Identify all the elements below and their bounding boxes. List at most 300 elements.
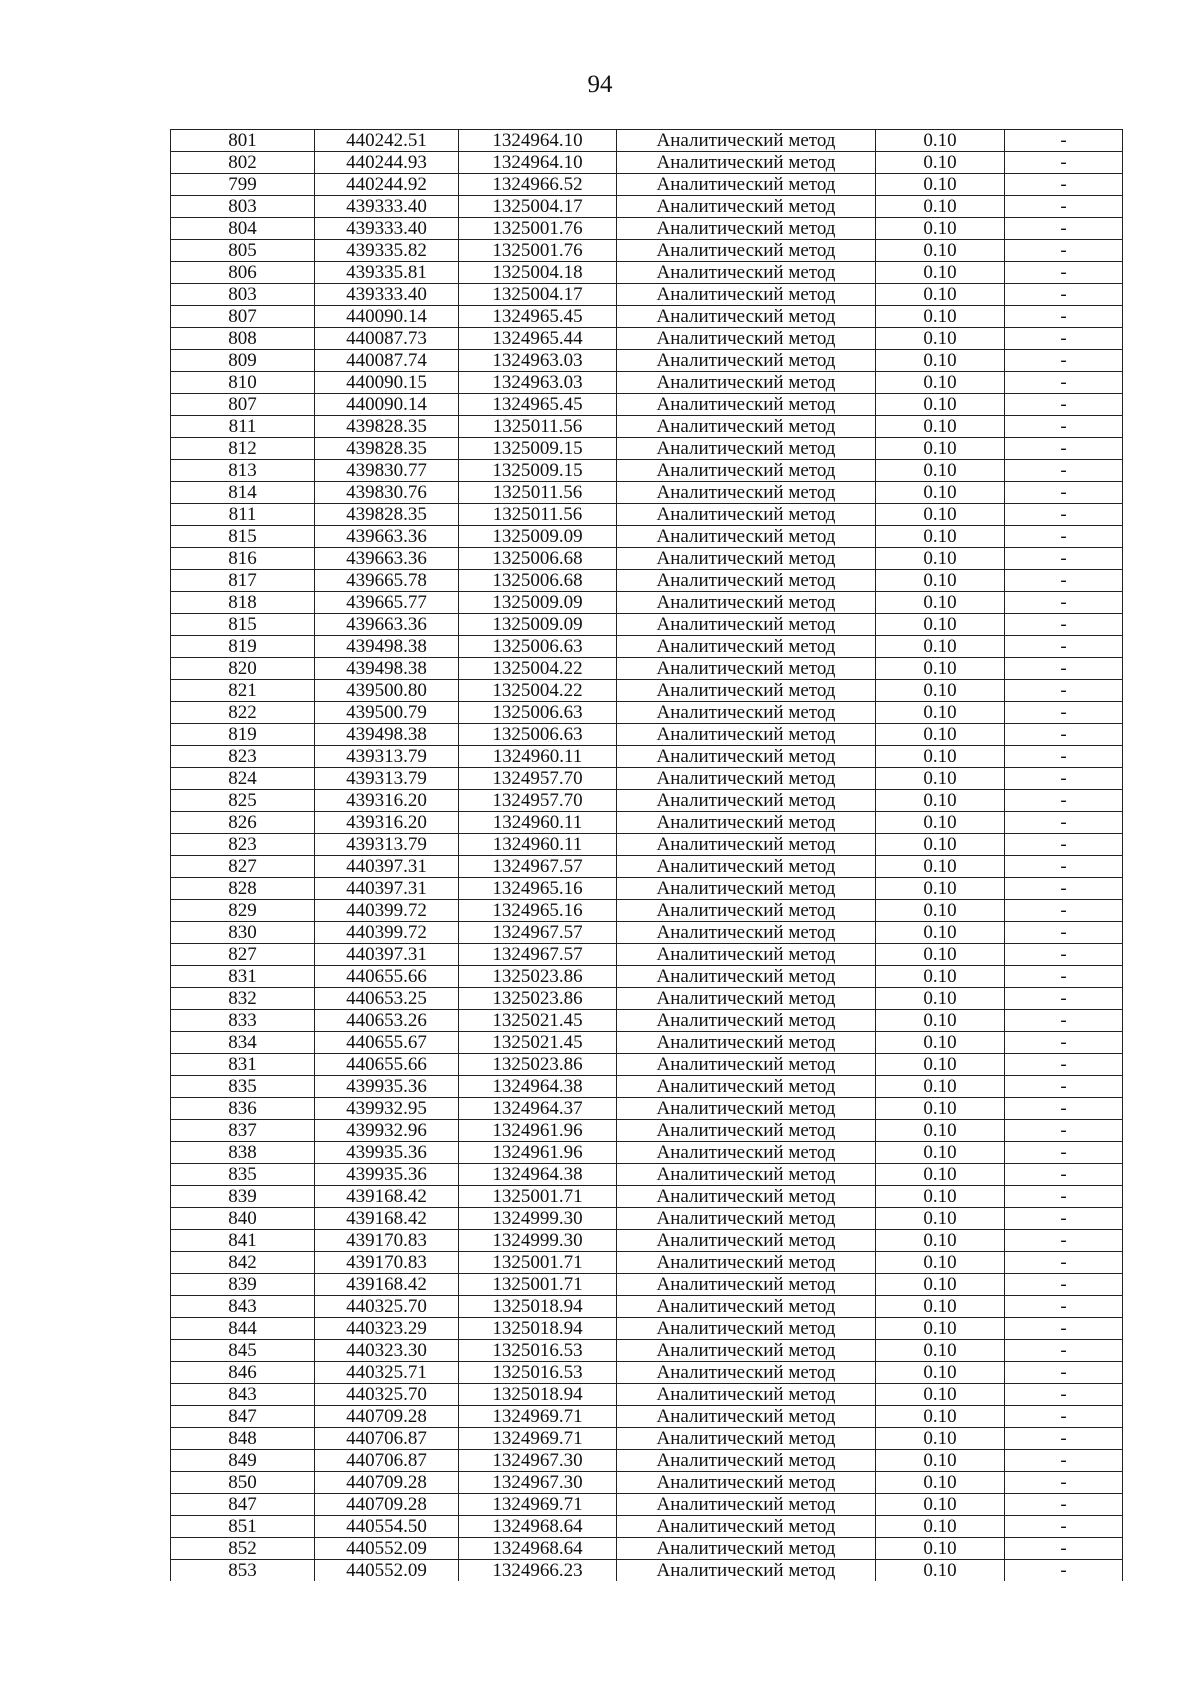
- method-cell: Аналитический метод: [617, 1076, 876, 1098]
- point-number-cell: 840: [171, 1208, 315, 1230]
- x-coordinate-cell: 439335.82: [315, 240, 459, 262]
- method-cell: Аналитический метод: [617, 372, 876, 394]
- point-number-cell: 827: [171, 856, 315, 878]
- note-cell: -: [1005, 1252, 1123, 1274]
- accuracy-cell: 0.10: [876, 1032, 1005, 1054]
- method-cell: Аналитический метод: [617, 1296, 876, 1318]
- x-coordinate-cell: 439665.78: [315, 570, 459, 592]
- table-row: [171, 966, 1123, 988]
- note-cell: -: [1005, 526, 1123, 548]
- method-cell: Аналитический метод: [617, 724, 876, 746]
- x-coordinate-cell: 439663.36: [315, 548, 459, 570]
- table-row: [171, 1516, 1123, 1538]
- note-cell: -: [1005, 240, 1123, 262]
- x-coordinate-cell: 439932.95: [315, 1098, 459, 1120]
- table-row: [171, 1142, 1123, 1164]
- x-coordinate-cell: 439663.36: [315, 526, 459, 548]
- note-cell: -: [1005, 1362, 1123, 1384]
- accuracy-cell: 0.10: [876, 1472, 1005, 1494]
- point-number-cell: 808: [171, 328, 315, 350]
- note-cell: -: [1005, 1230, 1123, 1252]
- accuracy-cell: 0.10: [876, 856, 1005, 878]
- note-cell: -: [1005, 1186, 1123, 1208]
- table-row: [171, 812, 1123, 834]
- x-coordinate-cell: 439313.79: [315, 746, 459, 768]
- x-coordinate-cell: 440325.71: [315, 1362, 459, 1384]
- table-row: [171, 1230, 1123, 1252]
- accuracy-cell: 0.10: [876, 1252, 1005, 1274]
- y-coordinate-cell: 1325004.22: [459, 658, 617, 680]
- table-row: [171, 1252, 1123, 1274]
- x-coordinate-cell: 439830.76: [315, 482, 459, 504]
- note-cell: -: [1005, 438, 1123, 460]
- y-coordinate-cell: 1325001.71: [459, 1274, 617, 1296]
- method-cell: Аналитический метод: [617, 812, 876, 834]
- table-row: [171, 460, 1123, 482]
- table-row: [171, 746, 1123, 768]
- table-row: [171, 900, 1123, 922]
- note-cell: -: [1005, 548, 1123, 570]
- note-cell: -: [1005, 1318, 1123, 1340]
- point-number-cell: 814: [171, 482, 315, 504]
- y-coordinate-cell: 1324967.57: [459, 944, 617, 966]
- note-cell: -: [1005, 1406, 1123, 1428]
- y-coordinate-cell: 1325023.86: [459, 988, 617, 1010]
- x-coordinate-cell: 439665.77: [315, 592, 459, 614]
- x-coordinate-cell: 439333.40: [315, 218, 459, 240]
- note-cell: -: [1005, 658, 1123, 680]
- note-cell: -: [1005, 702, 1123, 724]
- point-number-cell: 833: [171, 1010, 315, 1032]
- point-number-cell: 826: [171, 812, 315, 834]
- accuracy-cell: 0.10: [876, 1362, 1005, 1384]
- note-cell: -: [1005, 1076, 1123, 1098]
- x-coordinate-cell: 440325.70: [315, 1296, 459, 1318]
- x-coordinate-cell: 440709.28: [315, 1472, 459, 1494]
- table-row: [171, 240, 1123, 262]
- note-cell: -: [1005, 922, 1123, 944]
- table-row: [171, 1450, 1123, 1472]
- accuracy-cell: 0.10: [876, 570, 1005, 592]
- point-number-cell: 834: [171, 1032, 315, 1054]
- table-row: [171, 262, 1123, 284]
- point-number-cell: 802: [171, 152, 315, 174]
- note-cell: -: [1005, 1274, 1123, 1296]
- note-cell: -: [1005, 152, 1123, 174]
- method-cell: Аналитический метод: [617, 1164, 876, 1186]
- note-cell: -: [1005, 1560, 1123, 1582]
- x-coordinate-cell: 439170.83: [315, 1252, 459, 1274]
- table-row: [171, 636, 1123, 658]
- y-coordinate-cell: 1325006.68: [459, 548, 617, 570]
- note-cell: -: [1005, 350, 1123, 372]
- note-cell: -: [1005, 1208, 1123, 1230]
- point-number-cell: 839: [171, 1186, 315, 1208]
- point-number-cell: 847: [171, 1494, 315, 1516]
- x-coordinate-cell: 440087.73: [315, 328, 459, 350]
- note-cell: -: [1005, 790, 1123, 812]
- accuracy-cell: 0.10: [876, 1560, 1005, 1582]
- note-cell: -: [1005, 1450, 1123, 1472]
- x-coordinate-cell: 440653.26: [315, 1010, 459, 1032]
- table-row: [171, 1384, 1123, 1406]
- table-row: [171, 372, 1123, 394]
- accuracy-cell: 0.10: [876, 988, 1005, 1010]
- accuracy-cell: 0.10: [876, 152, 1005, 174]
- accuracy-cell: 0.10: [876, 680, 1005, 702]
- table-row: [171, 1538, 1123, 1560]
- table-row: [171, 526, 1123, 548]
- note-cell: -: [1005, 1384, 1123, 1406]
- method-cell: Аналитический метод: [617, 1494, 876, 1516]
- point-number-cell: 831: [171, 1054, 315, 1076]
- method-cell: Аналитический метод: [617, 350, 876, 372]
- y-coordinate-cell: 1324960.11: [459, 812, 617, 834]
- y-coordinate-cell: 1325009.09: [459, 526, 617, 548]
- y-coordinate-cell: 1325009.15: [459, 460, 617, 482]
- y-coordinate-cell: 1325004.17: [459, 196, 617, 218]
- x-coordinate-cell: 439498.38: [315, 636, 459, 658]
- accuracy-cell: 0.10: [876, 900, 1005, 922]
- y-coordinate-cell: 1324964.38: [459, 1076, 617, 1098]
- point-number-cell: 850: [171, 1472, 315, 1494]
- x-coordinate-cell: 439498.38: [315, 724, 459, 746]
- accuracy-cell: 0.10: [876, 834, 1005, 856]
- method-cell: Аналитический метод: [617, 1252, 876, 1274]
- point-number-cell: 817: [171, 570, 315, 592]
- y-coordinate-cell: 1324963.03: [459, 372, 617, 394]
- note-cell: -: [1005, 284, 1123, 306]
- method-cell: Аналитический метод: [617, 152, 876, 174]
- accuracy-cell: 0.10: [876, 1450, 1005, 1472]
- y-coordinate-cell: 1325006.63: [459, 724, 617, 746]
- point-number-cell: 843: [171, 1384, 315, 1406]
- note-cell: -: [1005, 636, 1123, 658]
- x-coordinate-cell: 440090.14: [315, 306, 459, 328]
- accuracy-cell: 0.10: [876, 350, 1005, 372]
- note-cell: -: [1005, 394, 1123, 416]
- method-cell: Аналитический метод: [617, 218, 876, 240]
- table-row: [171, 328, 1123, 350]
- table-row: [171, 482, 1123, 504]
- y-coordinate-cell: 1325006.68: [459, 570, 617, 592]
- method-cell: Аналитический метод: [617, 1428, 876, 1450]
- note-cell: -: [1005, 1516, 1123, 1538]
- table-row: [171, 1428, 1123, 1450]
- table-row: [171, 1186, 1123, 1208]
- y-coordinate-cell: 1325001.76: [459, 240, 617, 262]
- accuracy-cell: 0.10: [876, 262, 1005, 284]
- point-number-cell: 803: [171, 196, 315, 218]
- table-row: [171, 1010, 1123, 1032]
- table-row: [171, 548, 1123, 570]
- y-coordinate-cell: 1325009.15: [459, 438, 617, 460]
- x-coordinate-cell: 439335.81: [315, 262, 459, 284]
- x-coordinate-cell: 440653.25: [315, 988, 459, 1010]
- x-coordinate-cell: 440554.50: [315, 1516, 459, 1538]
- y-coordinate-cell: 1324957.70: [459, 768, 617, 790]
- note-cell: -: [1005, 460, 1123, 482]
- method-cell: Аналитический метод: [617, 526, 876, 548]
- y-coordinate-cell: 1324999.30: [459, 1208, 617, 1230]
- accuracy-cell: 0.10: [876, 1318, 1005, 1340]
- method-cell: Аналитический метод: [617, 834, 876, 856]
- table-row: [171, 504, 1123, 526]
- method-cell: Аналитический метод: [617, 614, 876, 636]
- point-number-cell: 851: [171, 1516, 315, 1538]
- accuracy-cell: 0.10: [876, 196, 1005, 218]
- point-number-cell: 844: [171, 1318, 315, 1340]
- method-cell: Аналитический метод: [617, 1318, 876, 1340]
- y-coordinate-cell: 1324961.96: [459, 1142, 617, 1164]
- note-cell: -: [1005, 680, 1123, 702]
- y-coordinate-cell: 1325023.86: [459, 966, 617, 988]
- x-coordinate-cell: 439316.20: [315, 790, 459, 812]
- method-cell: Аналитический метод: [617, 856, 876, 878]
- point-number-cell: 832: [171, 988, 315, 1010]
- accuracy-cell: 0.10: [876, 460, 1005, 482]
- point-number-cell: 852: [171, 1538, 315, 1560]
- note-cell: -: [1005, 988, 1123, 1010]
- x-coordinate-cell: 440706.87: [315, 1450, 459, 1472]
- method-cell: Аналитический метод: [617, 966, 876, 988]
- accuracy-cell: 0.10: [876, 1296, 1005, 1318]
- y-coordinate-cell: 1324963.03: [459, 350, 617, 372]
- note-cell: -: [1005, 1032, 1123, 1054]
- y-coordinate-cell: 1324960.11: [459, 834, 617, 856]
- y-coordinate-cell: 1325018.94: [459, 1384, 617, 1406]
- method-cell: Аналитический метод: [617, 1098, 876, 1120]
- table-row: [171, 702, 1123, 724]
- note-cell: -: [1005, 944, 1123, 966]
- accuracy-cell: 0.10: [876, 1384, 1005, 1406]
- y-coordinate-cell: 1325004.22: [459, 680, 617, 702]
- table-row: [171, 1098, 1123, 1120]
- point-number-cell: 801: [171, 130, 315, 152]
- method-cell: Аналитический метод: [617, 922, 876, 944]
- y-coordinate-cell: 1325016.53: [459, 1362, 617, 1384]
- note-cell: -: [1005, 1296, 1123, 1318]
- y-coordinate-cell: 1325011.56: [459, 482, 617, 504]
- table-row: [171, 878, 1123, 900]
- point-number-cell: 803: [171, 284, 315, 306]
- method-cell: Аналитический метод: [617, 416, 876, 438]
- table-row: [171, 724, 1123, 746]
- table-row: [171, 570, 1123, 592]
- point-number-cell: 822: [171, 702, 315, 724]
- table-row: [171, 218, 1123, 240]
- x-coordinate-cell: 439316.20: [315, 812, 459, 834]
- note-cell: -: [1005, 482, 1123, 504]
- table-row: [171, 1076, 1123, 1098]
- point-number-cell: 837: [171, 1120, 315, 1142]
- x-coordinate-cell: 439935.36: [315, 1076, 459, 1098]
- x-coordinate-cell: 440655.66: [315, 1054, 459, 1076]
- x-coordinate-cell: 440242.51: [315, 130, 459, 152]
- accuracy-cell: 0.10: [876, 504, 1005, 526]
- table-row: [171, 152, 1123, 174]
- table-row: [171, 988, 1123, 1010]
- x-coordinate-cell: 440244.93: [315, 152, 459, 174]
- method-cell: Аналитический метод: [617, 592, 876, 614]
- x-coordinate-cell: 440090.15: [315, 372, 459, 394]
- point-number-cell: 805: [171, 240, 315, 262]
- method-cell: Аналитический метод: [617, 240, 876, 262]
- y-coordinate-cell: 1325011.56: [459, 504, 617, 526]
- accuracy-cell: 0.10: [876, 812, 1005, 834]
- method-cell: Аналитический метод: [617, 328, 876, 350]
- table-row: [171, 196, 1123, 218]
- accuracy-cell: 0.10: [876, 372, 1005, 394]
- note-cell: -: [1005, 1494, 1123, 1516]
- y-coordinate-cell: 1325023.86: [459, 1054, 617, 1076]
- y-coordinate-cell: 1324969.71: [459, 1428, 617, 1450]
- accuracy-cell: 0.10: [876, 966, 1005, 988]
- table-row: [171, 1208, 1123, 1230]
- accuracy-cell: 0.10: [876, 1494, 1005, 1516]
- x-coordinate-cell: 439498.38: [315, 658, 459, 680]
- method-cell: Аналитический метод: [617, 174, 876, 196]
- x-coordinate-cell: 440090.14: [315, 394, 459, 416]
- y-coordinate-cell: 1324967.57: [459, 922, 617, 944]
- x-coordinate-cell: 440709.28: [315, 1494, 459, 1516]
- y-coordinate-cell: 1324967.30: [459, 1472, 617, 1494]
- x-coordinate-cell: 440706.87: [315, 1428, 459, 1450]
- accuracy-cell: 0.10: [876, 1142, 1005, 1164]
- table-row: [171, 1494, 1123, 1516]
- x-coordinate-cell: 439830.77: [315, 460, 459, 482]
- table-row: [171, 350, 1123, 372]
- accuracy-cell: 0.10: [876, 240, 1005, 262]
- x-coordinate-cell: 439935.36: [315, 1164, 459, 1186]
- x-coordinate-cell: 440397.31: [315, 856, 459, 878]
- y-coordinate-cell: 1324967.30: [459, 1450, 617, 1472]
- note-cell: -: [1005, 372, 1123, 394]
- point-number-cell: 811: [171, 416, 315, 438]
- y-coordinate-cell: 1324964.10: [459, 152, 617, 174]
- accuracy-cell: 0.10: [876, 1076, 1005, 1098]
- accuracy-cell: 0.10: [876, 306, 1005, 328]
- note-cell: -: [1005, 856, 1123, 878]
- point-number-cell: 827: [171, 944, 315, 966]
- accuracy-cell: 0.10: [876, 1406, 1005, 1428]
- accuracy-cell: 0.10: [876, 592, 1005, 614]
- x-coordinate-cell: 439313.79: [315, 768, 459, 790]
- coordinate-table: [170, 129, 1123, 1581]
- point-number-cell: 810: [171, 372, 315, 394]
- method-cell: Аналитический метод: [617, 1538, 876, 1560]
- note-cell: -: [1005, 900, 1123, 922]
- accuracy-cell: 0.10: [876, 1054, 1005, 1076]
- table-row: [171, 306, 1123, 328]
- x-coordinate-cell: 439313.79: [315, 834, 459, 856]
- point-number-cell: 849: [171, 1450, 315, 1472]
- accuracy-cell: 0.10: [876, 1010, 1005, 1032]
- accuracy-cell: 0.10: [876, 1516, 1005, 1538]
- point-number-cell: 853: [171, 1560, 315, 1582]
- y-coordinate-cell: 1324964.37: [459, 1098, 617, 1120]
- method-cell: Аналитический метод: [617, 1406, 876, 1428]
- accuracy-cell: 0.10: [876, 746, 1005, 768]
- point-number-cell: 831: [171, 966, 315, 988]
- point-number-cell: 828: [171, 878, 315, 900]
- note-cell: -: [1005, 878, 1123, 900]
- y-coordinate-cell: 1325006.63: [459, 702, 617, 724]
- x-coordinate-cell: 440244.92: [315, 174, 459, 196]
- method-cell: Аналитический метод: [617, 1516, 876, 1538]
- method-cell: Аналитический метод: [617, 900, 876, 922]
- x-coordinate-cell: 440323.30: [315, 1340, 459, 1362]
- table-row: [171, 438, 1123, 460]
- method-cell: Аналитический метод: [617, 284, 876, 306]
- y-coordinate-cell: 1324965.45: [459, 306, 617, 328]
- method-cell: Аналитический метод: [617, 878, 876, 900]
- point-number-cell: 830: [171, 922, 315, 944]
- table-row: [171, 1164, 1123, 1186]
- y-coordinate-cell: 1325021.45: [459, 1032, 617, 1054]
- method-cell: Аналитический метод: [617, 768, 876, 790]
- y-coordinate-cell: 1325018.94: [459, 1296, 617, 1318]
- note-cell: -: [1005, 724, 1123, 746]
- point-number-cell: 843: [171, 1296, 315, 1318]
- x-coordinate-cell: 440087.74: [315, 350, 459, 372]
- y-coordinate-cell: 1324969.71: [459, 1406, 617, 1428]
- page-number: 94: [587, 71, 613, 98]
- accuracy-cell: 0.10: [876, 1274, 1005, 1296]
- y-coordinate-cell: 1325001.76: [459, 218, 617, 240]
- note-cell: -: [1005, 504, 1123, 526]
- method-cell: Аналитический метод: [617, 460, 876, 482]
- point-number-cell: 807: [171, 394, 315, 416]
- note-cell: -: [1005, 196, 1123, 218]
- table-row: [171, 658, 1123, 680]
- x-coordinate-cell: 440552.09: [315, 1560, 459, 1582]
- table-row: [171, 1032, 1123, 1054]
- y-coordinate-cell: 1325009.09: [459, 614, 617, 636]
- table-row: [171, 1560, 1123, 1582]
- table-row: [171, 1318, 1123, 1340]
- y-coordinate-cell: 1324966.23: [459, 1560, 617, 1582]
- table-row: [171, 174, 1123, 196]
- y-coordinate-cell: 1324965.16: [459, 900, 617, 922]
- x-coordinate-cell: 439333.40: [315, 196, 459, 218]
- note-cell: -: [1005, 570, 1123, 592]
- point-number-cell: 806: [171, 262, 315, 284]
- method-cell: Аналитический метод: [617, 680, 876, 702]
- accuracy-cell: 0.10: [876, 614, 1005, 636]
- point-number-cell: 799: [171, 174, 315, 196]
- note-cell: -: [1005, 1098, 1123, 1120]
- method-cell: Аналитический метод: [617, 1120, 876, 1142]
- table-row: [171, 856, 1123, 878]
- method-cell: Аналитический метод: [617, 504, 876, 526]
- y-coordinate-cell: 1325006.63: [459, 636, 617, 658]
- accuracy-cell: 0.10: [876, 922, 1005, 944]
- point-number-cell: 813: [171, 460, 315, 482]
- y-coordinate-cell: 1325011.56: [459, 416, 617, 438]
- point-number-cell: 835: [171, 1076, 315, 1098]
- point-number-cell: 812: [171, 438, 315, 460]
- accuracy-cell: 0.10: [876, 1538, 1005, 1560]
- method-cell: Аналитический метод: [617, 944, 876, 966]
- method-cell: Аналитический метод: [617, 438, 876, 460]
- y-coordinate-cell: 1324965.16: [459, 878, 617, 900]
- y-coordinate-cell: 1325016.53: [459, 1340, 617, 1362]
- method-cell: Аналитический метод: [617, 1362, 876, 1384]
- note-cell: -: [1005, 1164, 1123, 1186]
- point-number-cell: 818: [171, 592, 315, 614]
- point-number-cell: 825: [171, 790, 315, 812]
